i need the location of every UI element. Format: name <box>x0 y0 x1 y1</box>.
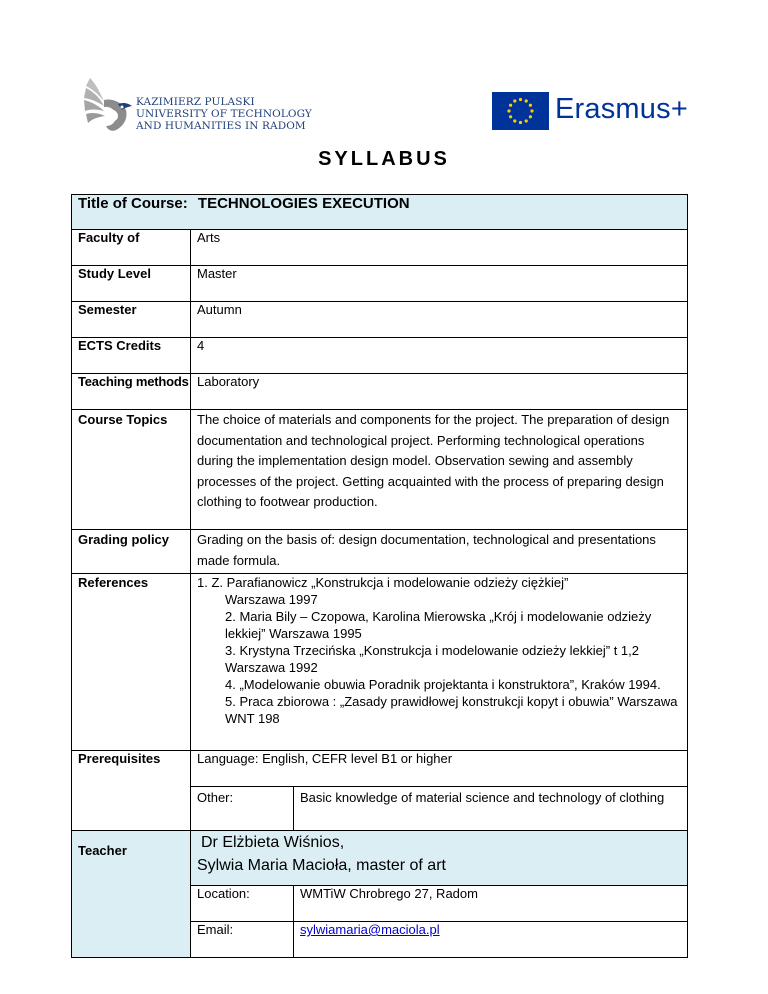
university-logo <box>82 74 317 140</box>
page-title: SYLLABUS <box>318 148 450 170</box>
course-title-cell <box>72 195 688 230</box>
faculty-label: Faculty of <box>72 230 191 266</box>
ects-value: 4 <box>191 338 688 374</box>
location-label: Location: <box>191 886 294 922</box>
reference-item: 3. Krystyna Trzecińska „Konstrukcja i modelowanie odzieży lekkiej” t 1,2 Warszawa 1992 <box>225 643 640 675</box>
teacher-label: Teacher <box>72 831 191 958</box>
eagle-wing-icon <box>82 74 136 140</box>
email-cell <box>294 922 688 958</box>
semester-row <box>72 302 688 338</box>
erasmus-wordmark: Erasmus+ <box>555 93 688 125</box>
study-level-row <box>72 266 688 302</box>
university-name <box>136 96 312 132</box>
prerequisites-row <box>72 751 688 787</box>
semester-value: Autumn <box>191 302 688 338</box>
teacher-name-secondary: Sylwia Maria Macioła, master of art <box>197 857 446 874</box>
university-name-line3: AND HUMANITIES IN RADOM <box>136 120 306 132</box>
teaching-methods-row <box>72 374 688 410</box>
page-header <box>0 0 768 150</box>
prerequisites-other-value: Basic knowledge of material science and technology of clothing <box>294 787 688 831</box>
email-link[interactable]: sylwiamaria@maciola.pl <box>300 922 440 937</box>
reference-item: 1. Z. Parafianowicz „Konstrukcja i modelowanie odzieży ciężkiej” <box>197 575 569 590</box>
reference-item: 2. Maria Bily – Czopowa, Karolina Mierowska „Krój i modelowanie odzieży lekkiej” Warszawa 1995 <box>225 609 652 641</box>
course-topics-row <box>72 410 688 530</box>
eu-flag-icon <box>492 92 549 130</box>
course-title-value: TECHNOLOGIES EXECUTION <box>197 195 410 212</box>
prerequisites-label: Prerequisites <box>72 751 191 831</box>
teacher-names <box>191 831 688 886</box>
prerequisites-language: Language: English, CEFR level B1 or higher <box>191 751 688 787</box>
references-row <box>72 574 688 751</box>
course-title-row <box>72 195 688 230</box>
study-level-value: Master <box>191 266 688 302</box>
teaching-methods-label: Teaching methods <box>72 374 191 410</box>
location-value: WMTiW Chrobrego 27, Radom <box>294 886 688 922</box>
faculty-value: Arts <box>191 230 688 266</box>
references-label: References <box>72 574 191 751</box>
ects-label: ECTS Credits <box>72 338 191 374</box>
syllabus-table <box>71 194 688 958</box>
grading-policy-row <box>72 530 688 574</box>
erasmus-logo <box>492 92 692 130</box>
reference-item: 5. Praca zbiorowa : „Zasady prawidłowej konstrukcji kopyt i obuwia” Warszawa WNT 198 <box>225 694 678 726</box>
grading-policy-value: Grading on the basis of: design documentation, technological and presentations made formula. <box>191 530 688 574</box>
reference-item: 4. „Modelowanie obuwia Poradnik projektanta i konstruktora”, Kraków 1994. <box>225 677 661 692</box>
prerequisites-other-label: Other: <box>191 787 294 831</box>
reference-item: Warszawa 1997 <box>225 592 318 607</box>
ects-row <box>72 338 688 374</box>
course-topics-label: Course Topics <box>72 410 191 530</box>
faculty-row <box>72 230 688 266</box>
grading-policy-label: Grading policy <box>72 530 191 574</box>
teacher-row <box>72 831 688 886</box>
semester-label: Semester <box>72 302 191 338</box>
study-level-label: Study Level <box>72 266 191 302</box>
course-title-label: Title of Course: <box>78 195 188 212</box>
university-name-line1: KAZIMIERZ PULASKI <box>136 96 255 108</box>
teacher-name-primary: Dr Elżbieta Wiśnios, <box>201 834 345 851</box>
university-name-line2: UNIVERSITY OF TECHNOLOGY <box>136 108 312 120</box>
teaching-methods-value: Laboratory <box>191 374 688 410</box>
email-label: Email: <box>191 922 294 958</box>
course-topics-value: The choice of materials and components for the project. The preparation of design documentation and technological project. Performing technological operations during the implementation design model. Observation sewing and assembly processes of the project. Getting acquainted with the process of preparing design clothing to footwear production. <box>191 410 688 530</box>
references-list <box>191 574 688 751</box>
